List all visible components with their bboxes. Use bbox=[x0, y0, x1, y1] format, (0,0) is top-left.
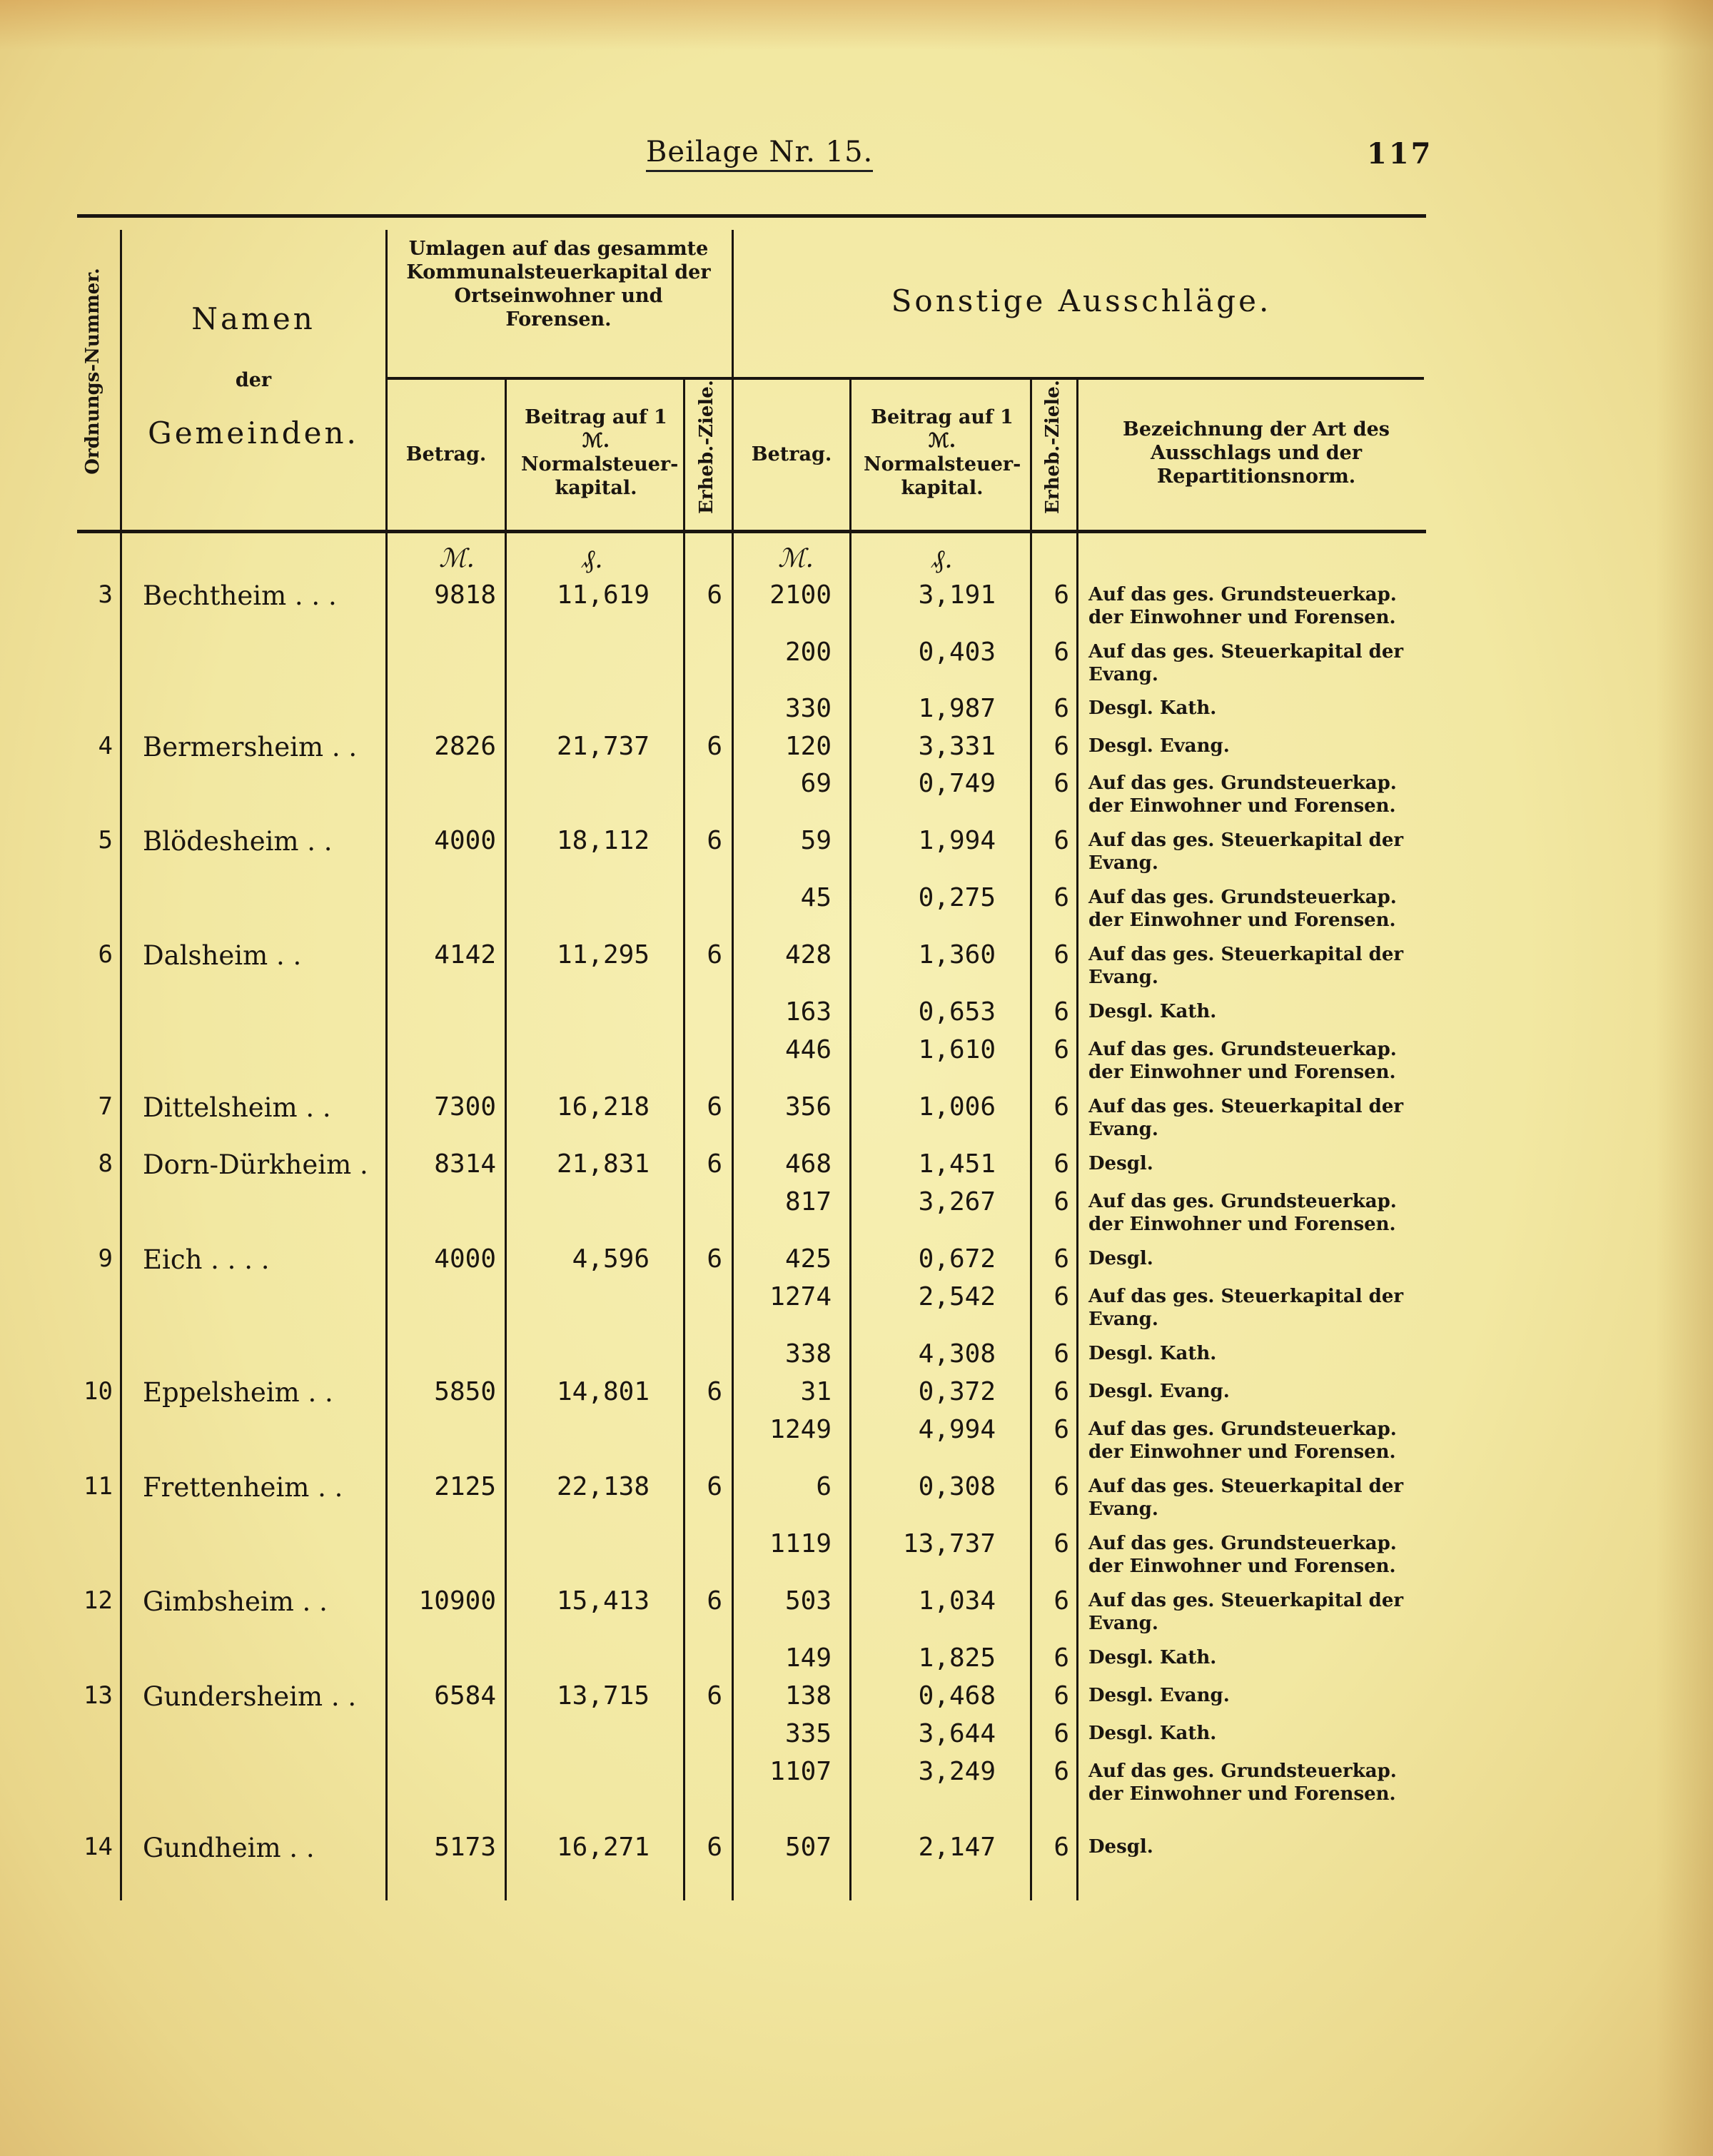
table-top-rule bbox=[77, 214, 1426, 218]
header-nr: Ordnungs-Nummer. bbox=[82, 268, 103, 475]
row-nr: 6 bbox=[98, 940, 113, 969]
row-betrag2: 45 bbox=[800, 883, 832, 912]
row-nr: 12 bbox=[84, 1586, 113, 1615]
row-beitrag2: 0,308 bbox=[918, 1472, 996, 1501]
header-ziele-2: Erheb.-Ziele. bbox=[1042, 380, 1063, 514]
row-betrag2: 149 bbox=[784, 1643, 832, 1673]
row-nr: 4 bbox=[98, 732, 113, 760]
row-art: Auf das ges. Steuerkapital der Evang. bbox=[1088, 944, 1404, 988]
row-beitrag: 15,413 bbox=[556, 1586, 650, 1616]
row-beitrag2: 1,825 bbox=[918, 1643, 996, 1673]
row-ziele2: 6 bbox=[1053, 1586, 1069, 1616]
row-beitrag2: 0,468 bbox=[918, 1681, 996, 1711]
row-beitrag2: 3,644 bbox=[918, 1719, 996, 1748]
row-art: Desgl. Evang. bbox=[1088, 1685, 1230, 1706]
page-number: 117 bbox=[1367, 137, 1433, 171]
row-betrag2: 468 bbox=[784, 1149, 832, 1179]
row-nr: 10 bbox=[84, 1377, 113, 1406]
row-art: Desgl. Kath. bbox=[1088, 1343, 1217, 1364]
row-betrag2: 1107 bbox=[769, 1757, 832, 1786]
row-nr: 14 bbox=[84, 1833, 113, 1861]
row-betrag2: 200 bbox=[784, 638, 832, 667]
row-betrag2: 335 bbox=[784, 1719, 832, 1748]
row-name: Eppelsheim . . bbox=[143, 1377, 333, 1408]
row-art: Desgl. Kath. bbox=[1088, 1001, 1217, 1022]
row-name: Dittelsheim . . bbox=[143, 1092, 331, 1123]
row-betrag: 5173 bbox=[434, 1833, 496, 1862]
row-art: Auf das ges. Grundsteuerkap. der Einwohner und Forensen. bbox=[1088, 1191, 1397, 1235]
row-ziele: 6 bbox=[707, 580, 722, 610]
row-betrag2: 1274 bbox=[769, 1282, 832, 1311]
row-betrag2: 138 bbox=[784, 1681, 832, 1711]
row-name: Bermersheim . . bbox=[143, 732, 358, 762]
col-rule-5 bbox=[732, 230, 734, 1900]
row-ziele2: 6 bbox=[1053, 826, 1069, 855]
row-art: Desgl. Evang. bbox=[1088, 1381, 1230, 1402]
header-art: Bezeichnung der Art des Ausschlags und der Repartitionsnorm. bbox=[1123, 418, 1390, 488]
row-name: Dalsheim . . bbox=[143, 940, 302, 971]
row-betrag2: 338 bbox=[784, 1339, 832, 1369]
row-beitrag: 18,112 bbox=[556, 826, 650, 855]
row-ziele2: 6 bbox=[1053, 997, 1069, 1027]
row-betrag2: 59 bbox=[800, 826, 832, 855]
page-stain-top bbox=[0, 0, 1713, 50]
row-ziele: 6 bbox=[707, 732, 722, 761]
row-betrag2: 31 bbox=[800, 1377, 832, 1406]
row-betrag2: 1249 bbox=[769, 1415, 832, 1444]
row-betrag: 7300 bbox=[434, 1092, 496, 1122]
row-betrag2: 1119 bbox=[769, 1529, 832, 1558]
row-beitrag2: 1,610 bbox=[918, 1035, 996, 1064]
group-divider-rule bbox=[385, 377, 1424, 380]
row-name: Dorn-Dürkheim . bbox=[143, 1149, 368, 1180]
row-betrag2: 817 bbox=[784, 1187, 832, 1216]
row-name: Blödesheim . . bbox=[143, 826, 333, 857]
col-rule-2 bbox=[385, 230, 388, 1900]
row-art: Auf das ges. Steuerkapital der Evang. bbox=[1088, 1096, 1404, 1140]
row-beitrag2: 0,372 bbox=[918, 1377, 996, 1406]
header-group-umlagen: Umlagen auf das gesammte Kommunalsteuerkapital der Ortseinwohner und Forensen. bbox=[406, 238, 711, 331]
row-ziele: 6 bbox=[707, 1244, 722, 1274]
row-ziele2: 6 bbox=[1053, 769, 1069, 798]
row-beitrag2: 1,987 bbox=[918, 694, 996, 723]
row-nr: 5 bbox=[98, 826, 113, 855]
row-art: Auf das ges. Grundsteuerkap. der Einwohner und Forensen. bbox=[1088, 1039, 1397, 1083]
row-name: Gundersheim . . bbox=[143, 1681, 357, 1712]
row-art: Desgl. bbox=[1088, 1153, 1153, 1174]
row-name: Eich . . . . bbox=[143, 1244, 270, 1275]
col-rule-7 bbox=[1030, 380, 1032, 1900]
row-betrag: 4000 bbox=[434, 826, 496, 855]
row-beitrag: 21,737 bbox=[556, 732, 650, 761]
row-ziele2: 6 bbox=[1053, 1339, 1069, 1369]
row-beitrag2: 2,542 bbox=[918, 1282, 996, 1311]
header-bottom-rule bbox=[77, 530, 1426, 533]
header-group-sonstige: Sonstige Ausschläge. bbox=[891, 283, 1272, 318]
row-beitrag2: 1,034 bbox=[918, 1586, 996, 1616]
row-art: Auf das ges. Grundsteuerkap. der Einwohner und Forensen. bbox=[1088, 1760, 1397, 1805]
row-ziele: 6 bbox=[707, 940, 722, 969]
row-ziele: 6 bbox=[707, 1586, 722, 1616]
row-beitrag: 21,831 bbox=[556, 1149, 650, 1179]
row-betrag2: 446 bbox=[784, 1035, 832, 1064]
row-art: Auf das ges. Steuerkapital der Evang. bbox=[1088, 1286, 1404, 1330]
header-names-mid: der bbox=[235, 369, 272, 391]
row-beitrag2: 13,737 bbox=[902, 1529, 996, 1558]
row-betrag2: 503 bbox=[784, 1586, 832, 1616]
header-betrag-2: Betrag. bbox=[751, 443, 832, 465]
row-betrag: 4000 bbox=[434, 1244, 496, 1274]
row-betrag: 6584 bbox=[434, 1681, 496, 1711]
col-rule-4 bbox=[683, 380, 685, 1900]
row-nr: 11 bbox=[84, 1472, 113, 1501]
row-betrag2: 120 bbox=[784, 732, 832, 761]
row-art: Desgl. Kath. bbox=[1088, 1723, 1217, 1744]
row-art: Auf das ges. Grundsteuerkap. der Einwohner und Forensen. bbox=[1088, 1533, 1397, 1577]
row-beitrag2: 3,191 bbox=[918, 580, 996, 610]
row-betrag2: 6 bbox=[816, 1472, 832, 1501]
row-nr: 8 bbox=[98, 1149, 113, 1178]
row-beitrag: 11,619 bbox=[556, 580, 650, 610]
row-beitrag2: 2,147 bbox=[918, 1833, 996, 1862]
row-beitrag2: 3,249 bbox=[918, 1757, 996, 1786]
row-name: Gundheim . . bbox=[143, 1833, 315, 1863]
row-name: Gimbsheim . . bbox=[143, 1586, 328, 1617]
row-ziele: 6 bbox=[707, 1472, 722, 1501]
row-nr: 7 bbox=[98, 1092, 113, 1121]
row-name: Bechtheim . . . bbox=[143, 580, 337, 611]
row-beitrag2: 4,308 bbox=[918, 1339, 996, 1369]
row-nr: 9 bbox=[98, 1244, 113, 1273]
row-ziele2: 6 bbox=[1053, 1643, 1069, 1673]
col-rule-6 bbox=[849, 380, 852, 1900]
row-ziele: 6 bbox=[707, 1681, 722, 1711]
unit-mark-2: ℳ. bbox=[778, 544, 814, 573]
row-ziele: 6 bbox=[707, 1149, 722, 1179]
row-art: Auf das ges. Grundsteuerkap. der Einwohner und Forensen. bbox=[1088, 584, 1397, 628]
page-shadow-right bbox=[1656, 0, 1713, 2156]
row-name: Frettenheim . . bbox=[143, 1472, 343, 1503]
header-names-bottom: Gemeinden. bbox=[148, 415, 359, 450]
row-art: Auf das ges. Grundsteuerkap. der Einwohner und Forensen. bbox=[1088, 1419, 1397, 1463]
row-art: Auf das ges. Grundsteuerkap. der Einwohner und Forensen. bbox=[1088, 887, 1397, 931]
row-ziele: 6 bbox=[707, 826, 722, 855]
header-beitrag-2: Beitrag auf 1 ℳ. Normalsteuer-kapital. bbox=[864, 406, 1021, 499]
row-betrag: 8314 bbox=[434, 1149, 496, 1179]
row-beitrag2: 1,451 bbox=[918, 1149, 996, 1179]
row-beitrag2: 1,360 bbox=[918, 940, 996, 969]
row-beitrag2: 0,275 bbox=[918, 883, 996, 912]
row-art: Auf das ges. Grundsteuerkap. der Einwohner und Forensen. bbox=[1088, 772, 1397, 817]
header-ziele-1: Erheb.-Ziele. bbox=[696, 380, 717, 514]
row-betrag2: 428 bbox=[784, 940, 832, 969]
row-ziele2: 6 bbox=[1053, 1415, 1069, 1444]
row-betrag2: 330 bbox=[784, 694, 832, 723]
row-ziele2: 6 bbox=[1053, 1719, 1069, 1748]
header-betrag-1: Betrag. bbox=[405, 443, 487, 465]
row-beitrag: 11,295 bbox=[556, 940, 650, 969]
row-art: Desgl. bbox=[1088, 1248, 1153, 1269]
col-rule-8 bbox=[1076, 380, 1078, 1900]
row-beitrag2: 0,672 bbox=[918, 1244, 996, 1274]
row-betrag: 9818 bbox=[434, 580, 496, 610]
row-ziele2: 6 bbox=[1053, 1149, 1069, 1179]
row-betrag: 4142 bbox=[434, 940, 496, 969]
row-betrag2: 163 bbox=[784, 997, 832, 1027]
page-title: Beilage Nr. 15. bbox=[646, 136, 873, 172]
row-art: Auf das ges. Steuerkapital der Evang. bbox=[1088, 1590, 1404, 1634]
row-beitrag: 13,715 bbox=[556, 1681, 650, 1711]
header-names-top: Namen bbox=[191, 301, 315, 336]
row-ziele2: 6 bbox=[1053, 1377, 1069, 1406]
row-beitrag2: 3,267 bbox=[918, 1187, 996, 1216]
row-art: Desgl. Evang. bbox=[1088, 735, 1230, 757]
row-ziele2: 6 bbox=[1053, 1092, 1069, 1122]
row-ziele2: 6 bbox=[1053, 1035, 1069, 1064]
row-beitrag: 16,271 bbox=[556, 1833, 650, 1862]
row-ziele: 6 bbox=[707, 1377, 722, 1406]
row-ziele2: 6 bbox=[1053, 1529, 1069, 1558]
row-beitrag2: 1,006 bbox=[918, 1092, 996, 1122]
col-rule-1 bbox=[120, 230, 122, 1900]
row-beitrag2: 3,331 bbox=[918, 732, 996, 761]
unit-pf-2: ₰. bbox=[931, 545, 953, 574]
row-ziele2: 6 bbox=[1053, 638, 1069, 667]
row-betrag: 5850 bbox=[434, 1377, 496, 1406]
row-ziele2: 6 bbox=[1053, 732, 1069, 761]
row-beitrag: 16,218 bbox=[556, 1092, 650, 1122]
row-beitrag2: 4,994 bbox=[918, 1415, 996, 1444]
row-ziele2: 6 bbox=[1053, 1187, 1069, 1216]
row-ziele2: 6 bbox=[1053, 1757, 1069, 1786]
row-betrag2: 507 bbox=[784, 1833, 832, 1862]
row-betrag: 2826 bbox=[434, 732, 496, 761]
row-beitrag2: 0,653 bbox=[918, 997, 996, 1027]
row-betrag: 2125 bbox=[434, 1472, 496, 1501]
row-art: Desgl. bbox=[1088, 1836, 1153, 1858]
row-nr: 13 bbox=[84, 1681, 113, 1710]
row-beitrag2: 0,749 bbox=[918, 769, 996, 798]
row-nr: 3 bbox=[98, 580, 113, 609]
row-ziele2: 6 bbox=[1053, 1833, 1069, 1862]
row-betrag2: 69 bbox=[800, 769, 832, 798]
row-betrag2: 425 bbox=[784, 1244, 832, 1274]
row-beitrag2: 1,994 bbox=[918, 826, 996, 855]
unit-pf-1: ₰. bbox=[582, 545, 603, 574]
row-beitrag2: 0,403 bbox=[918, 638, 996, 667]
row-ziele2: 6 bbox=[1053, 940, 1069, 969]
col-rule-3 bbox=[505, 380, 507, 1900]
row-ziele2: 6 bbox=[1053, 580, 1069, 610]
header-beitrag-1: Beitrag auf 1 ℳ. Normalsteuer-kapital. bbox=[521, 406, 679, 499]
row-beitrag: 4,596 bbox=[572, 1244, 650, 1274]
row-art: Desgl. Kath. bbox=[1088, 697, 1217, 719]
row-ziele2: 6 bbox=[1053, 1282, 1069, 1311]
unit-mark-1: ℳ. bbox=[439, 544, 475, 573]
row-beitrag: 14,801 bbox=[556, 1377, 650, 1406]
row-betrag2: 2100 bbox=[769, 580, 832, 610]
row-art: Auf das ges. Steuerkapital der Evang. bbox=[1088, 1476, 1404, 1520]
row-beitrag: 22,138 bbox=[556, 1472, 650, 1501]
row-ziele2: 6 bbox=[1053, 1472, 1069, 1501]
row-art: Auf das ges. Steuerkapital der Evang. bbox=[1088, 830, 1404, 874]
row-ziele2: 6 bbox=[1053, 1681, 1069, 1711]
row-betrag2: 356 bbox=[784, 1092, 832, 1122]
row-art: Auf das ges. Steuerkapital der Evang. bbox=[1088, 641, 1404, 685]
row-ziele: 6 bbox=[707, 1092, 722, 1122]
row-ziele2: 6 bbox=[1053, 883, 1069, 912]
row-ziele: 6 bbox=[707, 1833, 722, 1862]
row-ziele2: 6 bbox=[1053, 694, 1069, 723]
row-betrag: 10900 bbox=[418, 1586, 496, 1616]
row-ziele2: 6 bbox=[1053, 1244, 1069, 1274]
row-art: Desgl. Kath. bbox=[1088, 1647, 1217, 1668]
